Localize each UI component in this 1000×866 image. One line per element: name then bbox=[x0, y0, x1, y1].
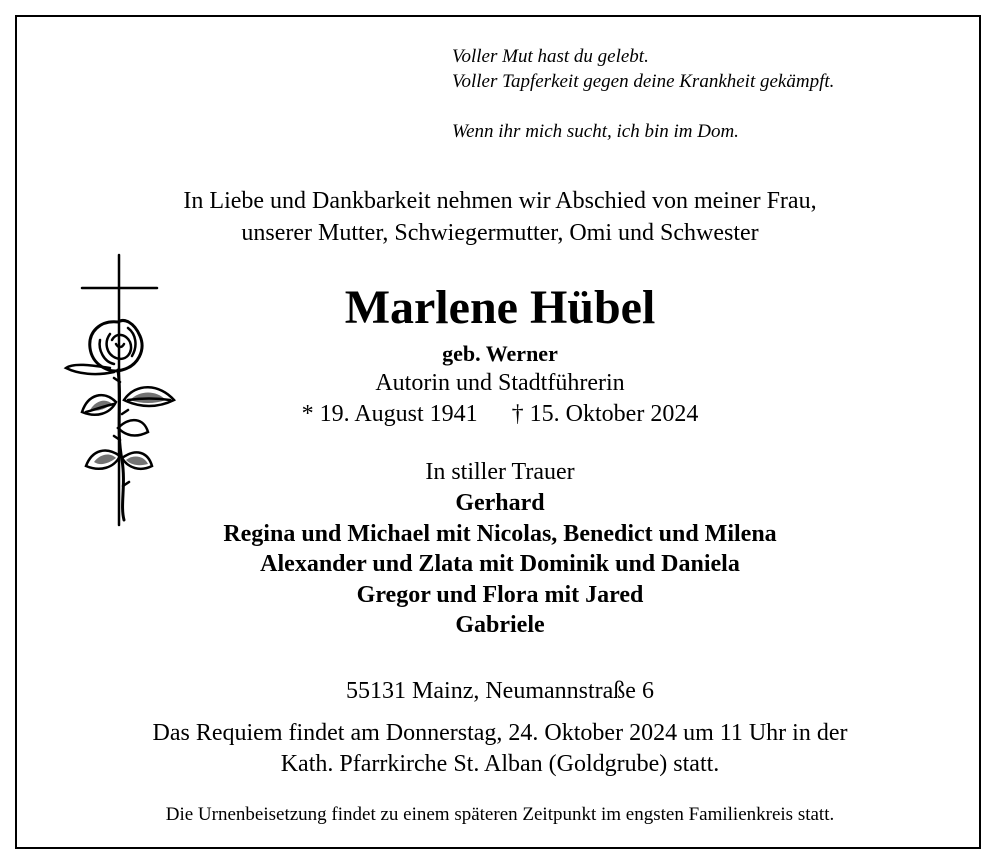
mourners-heading: In stiller Trauer bbox=[425, 459, 575, 485]
mourner-entry: Gabriele bbox=[455, 612, 545, 638]
quote-line: Wenn ihr mich sucht, ich bin im Dom. bbox=[452, 121, 739, 142]
intro-line: In Liebe und Dankbarkeit nehmen wir Abschied von meiner Frau, bbox=[183, 188, 817, 214]
deceased-name: Marlene Hübel bbox=[344, 281, 656, 334]
requiem-line: Das Requiem findet am Donnerstag, 24. Oktober 2024 um 11 Uhr in der bbox=[152, 720, 848, 746]
requiem-info bbox=[0, 718, 1000, 780]
quote-line: Voller Mut hast du gelebt. bbox=[452, 46, 649, 67]
intro-line: unserer Mutter, Schwiegermutter, Omi und Schwester bbox=[241, 220, 759, 246]
life-dates bbox=[0, 398, 1000, 430]
intro-text bbox=[0, 185, 1000, 249]
birth-date: * 19. August 1941 bbox=[301, 401, 478, 427]
requiem-line: Kath. Pfarrkirche St. Alban (Goldgrube) statt. bbox=[280, 751, 720, 777]
mourner-entry: Gregor und Flora mit Jared bbox=[356, 581, 644, 608]
mourners-list bbox=[0, 488, 1000, 641]
urn-burial-note: Die Urnenbeisetzung findet zu einem späteren Zeitpunkt im engsten Familienkreis statt. bbox=[165, 804, 835, 825]
mourner-entry: Regina und Michael mit Nicolas, Benedict und Milena bbox=[223, 520, 777, 547]
birth-name: geb. Werner bbox=[442, 341, 558, 366]
quote-block bbox=[452, 44, 834, 144]
mourner-entry: Gerhard bbox=[455, 490, 545, 516]
quote-line: Voller Tapferkeit gegen deine Krankheit gekämpft. bbox=[452, 71, 835, 92]
mourner-entry: Alexander und Zlata mit Dominik und Daniela bbox=[260, 551, 740, 577]
address: 55131 Mainz, Neumannstraße 6 bbox=[346, 678, 654, 704]
occupation: Autorin und Stadtführerin bbox=[375, 370, 625, 396]
death-date: † 15. Oktober 2024 bbox=[511, 401, 699, 427]
